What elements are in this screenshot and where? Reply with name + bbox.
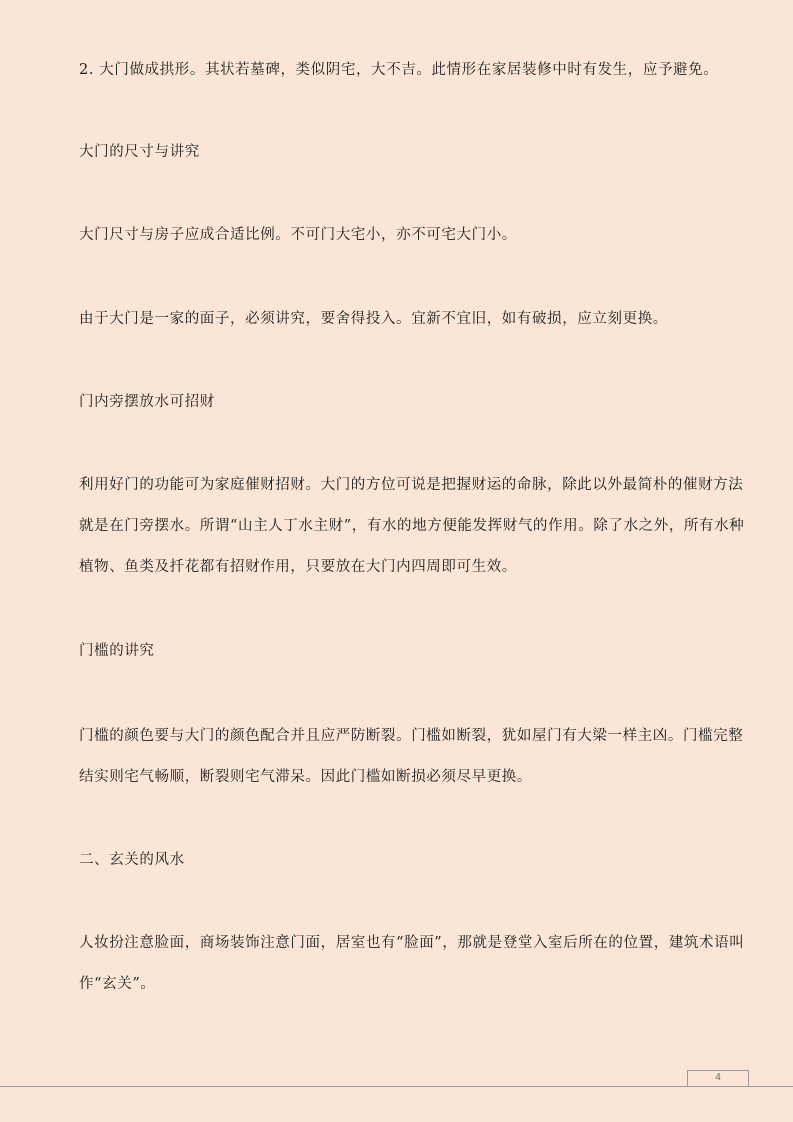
paragraph-threshold: 门槛的颜色要与大门的颜色配合并且应严防断裂。门槛如断裂，犹如屋门有大梁一样主凶。门槛完整结实则宅气畅顺，断裂则宅气滞呆。因此门槛如断损必须尽早更换。	[79, 728, 744, 785]
paragraph-door-face: 由于大门是一家的面子，必须讲究，要舍得投入。宜新不宜旧，如有破损，应立刻更换。	[79, 311, 668, 327]
page-number-box	[687, 1070, 749, 1086]
paragraph-water-wealth: 利用好门的功能可为家庭催财招财。大门的方位可说是把握财运的命脉，除此以外最简朴的催财方法就是在门旁摆水。所谓“山主人丁水主财”，有水的地方便能发挥财气的作用。除了水之外，所有水种植物、鱼类及扦花都有招财作用，只要放在大门内四周即可生效。	[79, 477, 745, 575]
footer-rule	[0, 1086, 793, 1087]
page-number: 4	[715, 1072, 721, 1083]
heading-entrance-fengshui: 二、玄关的风水	[79, 852, 185, 868]
heading-door-size: 大门的尺寸与讲究	[79, 144, 200, 160]
heading-threshold: 门槛的讲究	[79, 643, 155, 659]
heading-water-wealth: 门内旁摆放水可招财	[79, 394, 215, 410]
paragraph-arched-door: 2. 大门做成拱形。其状若墓碑，类似阴宅，大不吉。此情形在家居装修中时有发生，应予避免。	[79, 62, 719, 78]
paragraph-door-proportion: 大门尺寸与房子应成合适比例。不可门大宅小，亦不可宅大门小。	[79, 227, 517, 243]
paragraph-entrance: 人妆扮注意脸面，商场装饰注意门面，居室也有“脸面”，那就是登堂入室后所在的位置，建筑术语叫作“玄关”。	[79, 935, 745, 992]
